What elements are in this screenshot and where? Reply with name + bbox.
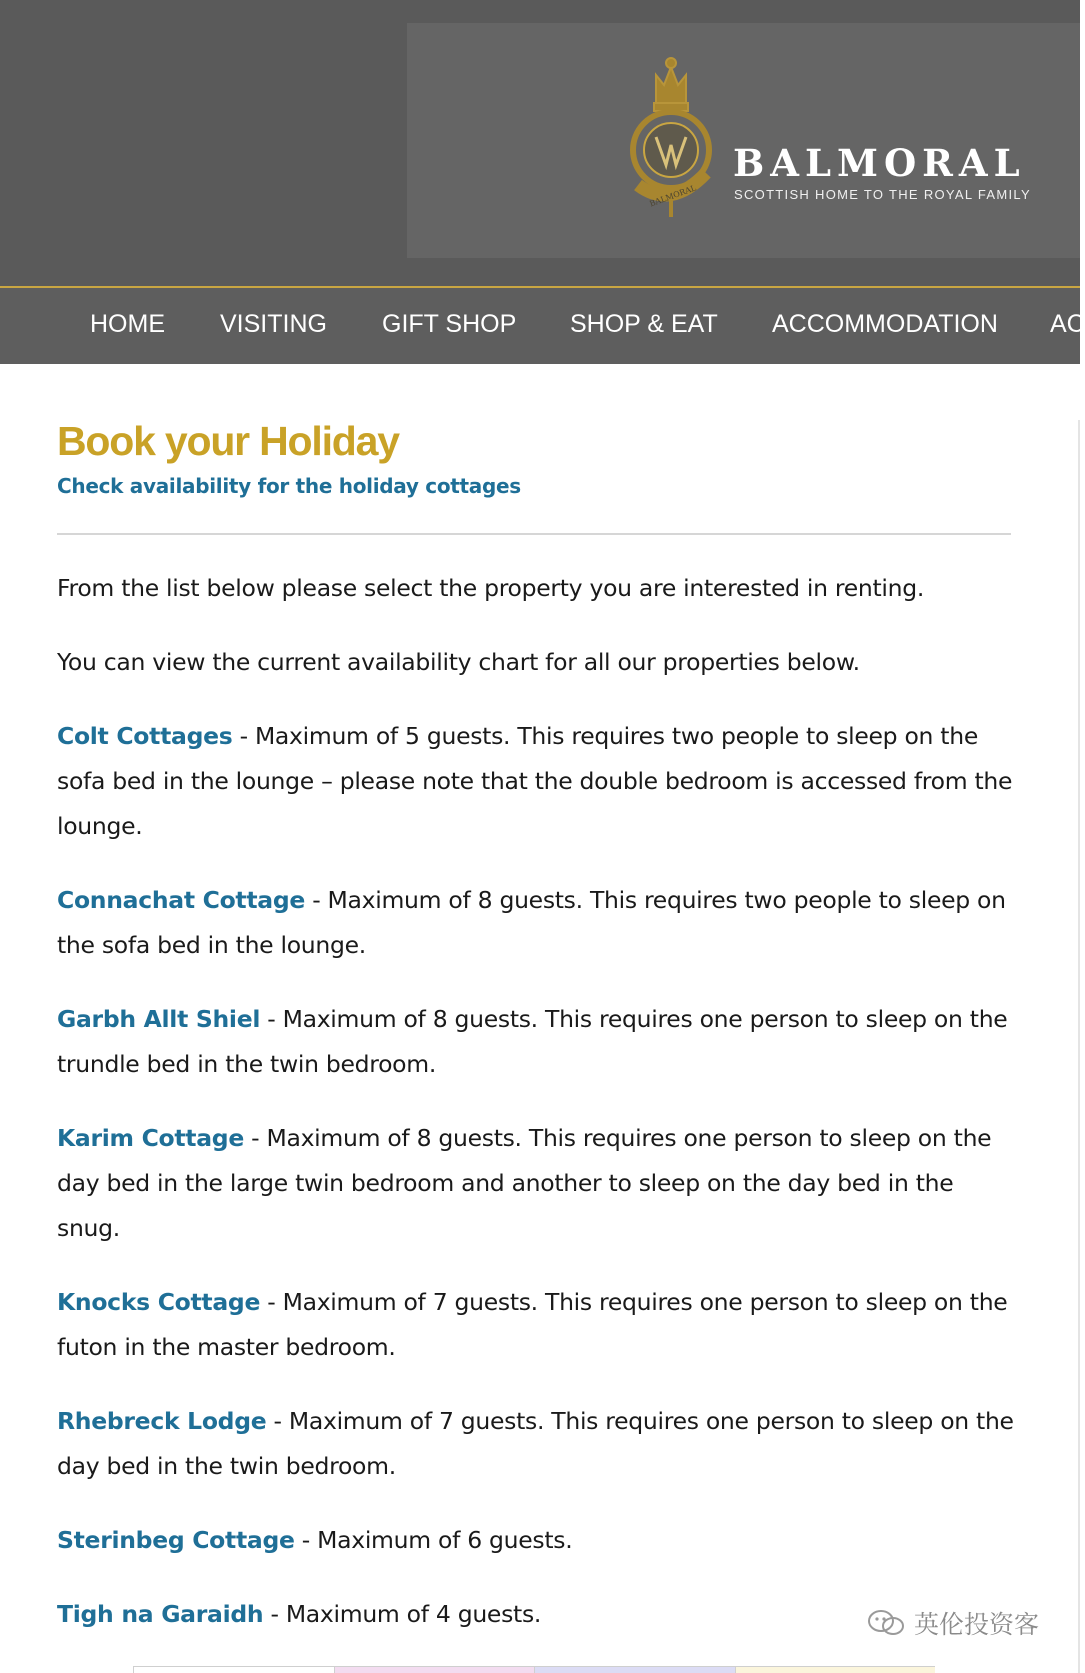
- main-nav: [0, 288, 1085, 364]
- wechat-icon: [866, 1608, 906, 1638]
- nav-item-accommodation[interactable]: ACCOMMODATION: [772, 310, 998, 338]
- cottage-description: - Maximum of 6 guests.: [294, 1526, 573, 1554]
- availability-chart-top: [133, 1666, 935, 1673]
- title-divider: [57, 533, 1011, 535]
- intro-paragraph: From the list below please select the property you are interested in renting.: [57, 574, 924, 602]
- cottage-description: - Maximum of 8 guests. This requires two people to sleep on the sofa bed in the lounge.: [57, 886, 1006, 959]
- content-right-border: [1078, 420, 1080, 1673]
- page-subtitle: Check availability for the holiday cottages: [57, 474, 521, 498]
- cottage-link-sterinbeg[interactable]: Sterinbeg Cottage: [57, 1526, 295, 1554]
- site-header: [0, 0, 1080, 286]
- watermark-text: 英伦投资客: [914, 1610, 1040, 1639]
- cottage-link-rhebreck[interactable]: Rhebreck Lodge: [57, 1407, 267, 1435]
- nav-item-shop-eat[interactable]: SHOP & EAT: [570, 310, 718, 338]
- nav-item-home[interactable]: HOME: [90, 310, 165, 338]
- svg-text:BALMORAL: BALMORAL: [648, 183, 698, 209]
- nav-item-overflow[interactable]: AC: [1050, 310, 1085, 338]
- cottage-link-connachat[interactable]: Connachat Cottage: [57, 886, 306, 914]
- cottage-link-garbh-allt-shiel[interactable]: Garbh Allt Shiel: [57, 1005, 261, 1033]
- cottage-description: - Maximum of 4 guests.: [263, 1600, 542, 1628]
- cottage-description: - Maximum of 7 guests. This requires one person to sleep on the futon in the master bedroom.: [57, 1288, 1008, 1361]
- cottage-entry: [57, 1116, 1017, 1251]
- nav-item-gift-shop[interactable]: GIFT SHOP: [382, 310, 517, 338]
- availability-paragraph: You can view the current availability chart for all our properties below.: [57, 648, 860, 676]
- cottage-link-tigh-na-garaidh[interactable]: Tigh na Garaidh: [57, 1600, 264, 1628]
- cottage-entry: [57, 1399, 1017, 1489]
- brand-name: BALMORAL: [733, 141, 1026, 185]
- cottage-link-knocks[interactable]: Knocks Cottage: [57, 1288, 261, 1316]
- watermark: [866, 1605, 1039, 1641]
- cottage-description: - Maximum of 7 guests. This requires one person to sleep on the day bed in the twin bedroom.: [57, 1407, 1014, 1480]
- chart-column: [133, 1667, 334, 1673]
- cottage-link-colt[interactable]: Colt Cottages: [57, 722, 233, 750]
- cottage-entry: [57, 714, 1017, 849]
- chart-column: [735, 1667, 936, 1673]
- cottage-link-karim[interactable]: Karim Cottage: [57, 1124, 244, 1152]
- cottage-entry: [57, 1518, 1017, 1563]
- nav-item-visiting[interactable]: VISITING: [220, 310, 327, 338]
- cottage-description: - Maximum of 8 guests. This requires one person to sleep on the day bed in the large twin bedroom and another to sleep on the day bed in the snug.: [57, 1124, 992, 1242]
- logo-link[interactable]: [407, 23, 1080, 258]
- cottage-entry: [57, 1592, 857, 1637]
- cottage-entry: [57, 1280, 1017, 1370]
- cottage-description: - Maximum of 8 guests. This requires one person to sleep on the trundle bed in the twin bedroom.: [57, 1005, 1008, 1078]
- brand-tagline: SCOTTISH HOME TO THE ROYAL FAMILY: [734, 187, 1031, 202]
- chart-column: [334, 1667, 535, 1673]
- royal-crest-icon: [626, 45, 716, 220]
- cottage-entry: [57, 878, 1017, 968]
- page-title: Book your Holiday: [57, 418, 399, 464]
- chart-column: [534, 1667, 735, 1673]
- cottage-entry: [57, 997, 1017, 1087]
- cottage-description: - Maximum of 5 guests. This requires two people to sleep on the sofa bed in the lounge – please note that the double bedroom is accessed from the lounge.: [57, 722, 1013, 840]
